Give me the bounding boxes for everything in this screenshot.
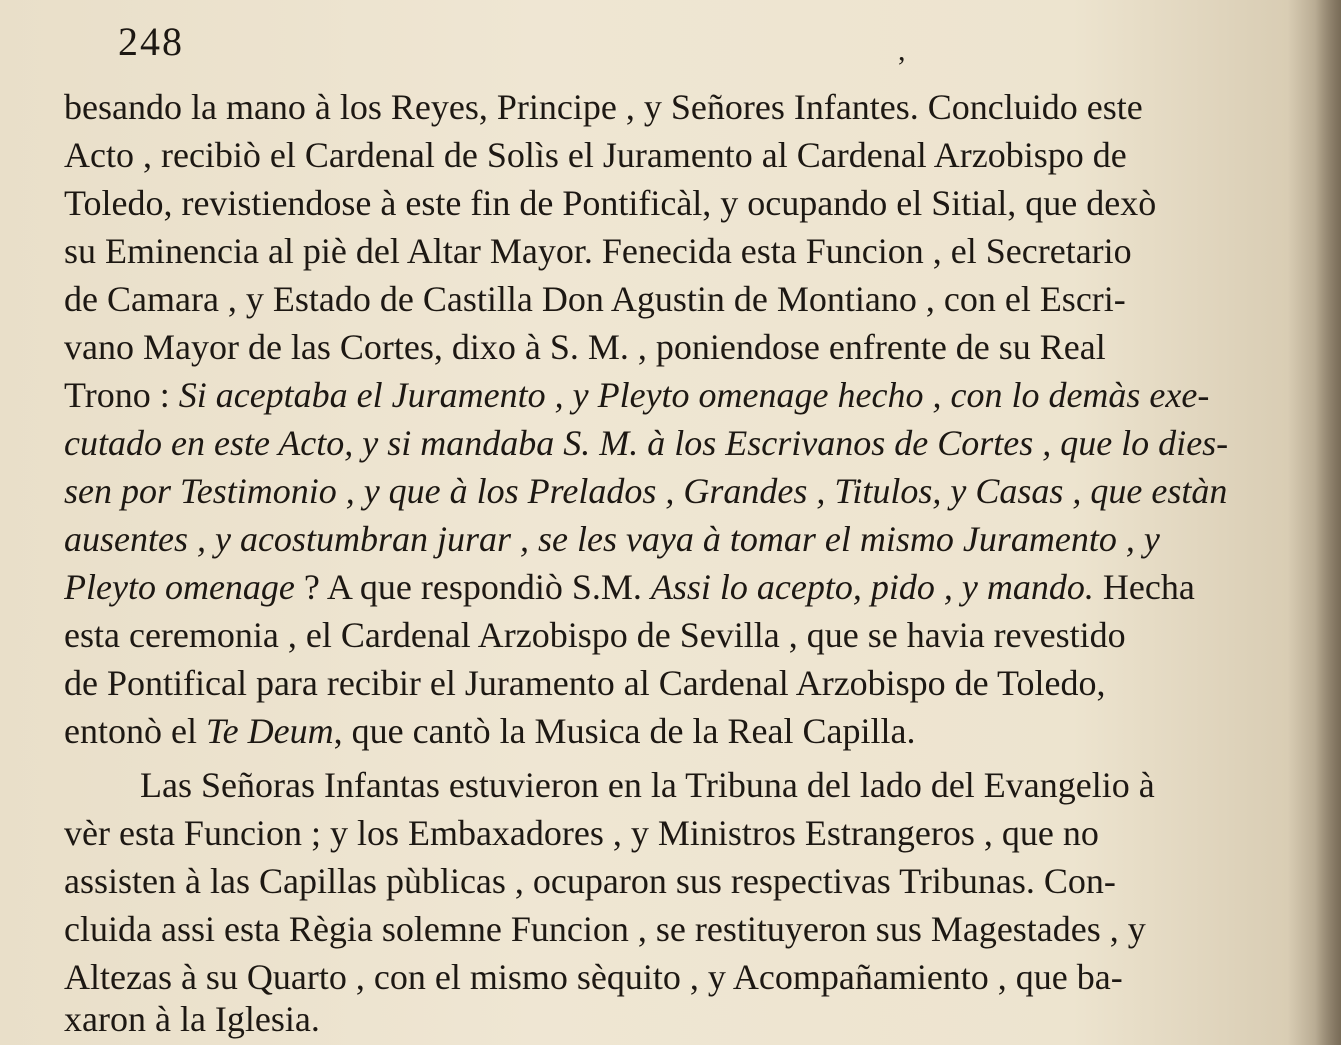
text-line: assisten à las Capillas pùblicas , ocuparon sus respectivas Tribunas. Con- — [64, 861, 1116, 901]
text-segment: Trono : — [64, 375, 170, 415]
text-line — [64, 564, 1334, 610]
italic-segment: Pleyto omenage — [64, 567, 295, 607]
text-line — [64, 708, 1334, 754]
italic-segment: Assi lo acepto, pido , y mando. — [650, 567, 1094, 607]
italic-segment: Te Deum — [205, 711, 334, 751]
text-line: cutado en este Acto, y si mandaba S. M. à los Escrivanos de Cortes , que lo dies- — [64, 423, 1229, 463]
text-line: Toledo, revistiendose à este fin de Pontificàl, y ocupando el Sitial, que dexò — [64, 183, 1157, 223]
text-line — [64, 372, 1334, 418]
text-line: Altezas à su Quarto , con el mismo sèquito , y Acompañamiento , que ba- — [64, 957, 1123, 997]
text-line: vano Mayor de las Cortes, dixo à S. M. , poniendose enfrente de su Real — [64, 327, 1106, 367]
text-line: ausentes , y acostumbran jurar , se les vaya à tomar el mismo Juramento , y — [64, 519, 1160, 559]
text-line: Acto , recibiò el Cardenal de Solìs el Juramento al Cardenal Arzobispo de — [64, 135, 1127, 175]
page-number: 248 — [118, 19, 184, 64]
text-line: xaron à la Iglesia. — [64, 999, 320, 1039]
text-line: sen por Testimonio , y que à los Prelados , Grandes , Titulos, y Casas , que estàn — [64, 471, 1228, 511]
text-line: Las Señoras Infantas estuvieron en la Tribuna del lado del Evangelio à — [140, 765, 1155, 805]
text-line: besando la mano à los Reyes, Principe , y Señores Infantes. Concluido este — [64, 87, 1143, 127]
text-line: su Eminencia al piè del Altar Mayor. Fenecida esta Funcion , el Secretario — [64, 231, 1132, 271]
printer-mark: , — [898, 34, 906, 67]
text-segment: entonò el — [64, 711, 197, 751]
text-line: esta ceremonia , el Cardenal Arzobispo de Sevilla , que se havia revestido — [64, 615, 1126, 655]
text-line: de Camara , y Estado de Castilla Don Agustin de Montiano , con el Escri- — [64, 279, 1126, 319]
text-line: de Pontifical para recibir el Juramento al Cardenal Arzobispo de Toledo, — [64, 663, 1106, 703]
text-segment: Hecha — [1102, 567, 1195, 607]
text-segment: ? A que respondiò S.M. — [303, 567, 642, 607]
text-line: vèr esta Funcion ; y los Embaxadores , y Ministros Estrangeros , que no — [64, 813, 1099, 853]
italic-segment: Si aceptaba el Juramento , y Pleyto omenage hecho , con lo demàs exe- — [178, 375, 1210, 415]
text-segment: , que cantò la Musica de la Real Capilla. — [333, 711, 916, 751]
text-line: cluida assi esta Règia solemne Funcion , se restituyeron sus Magestades , y — [64, 909, 1146, 949]
